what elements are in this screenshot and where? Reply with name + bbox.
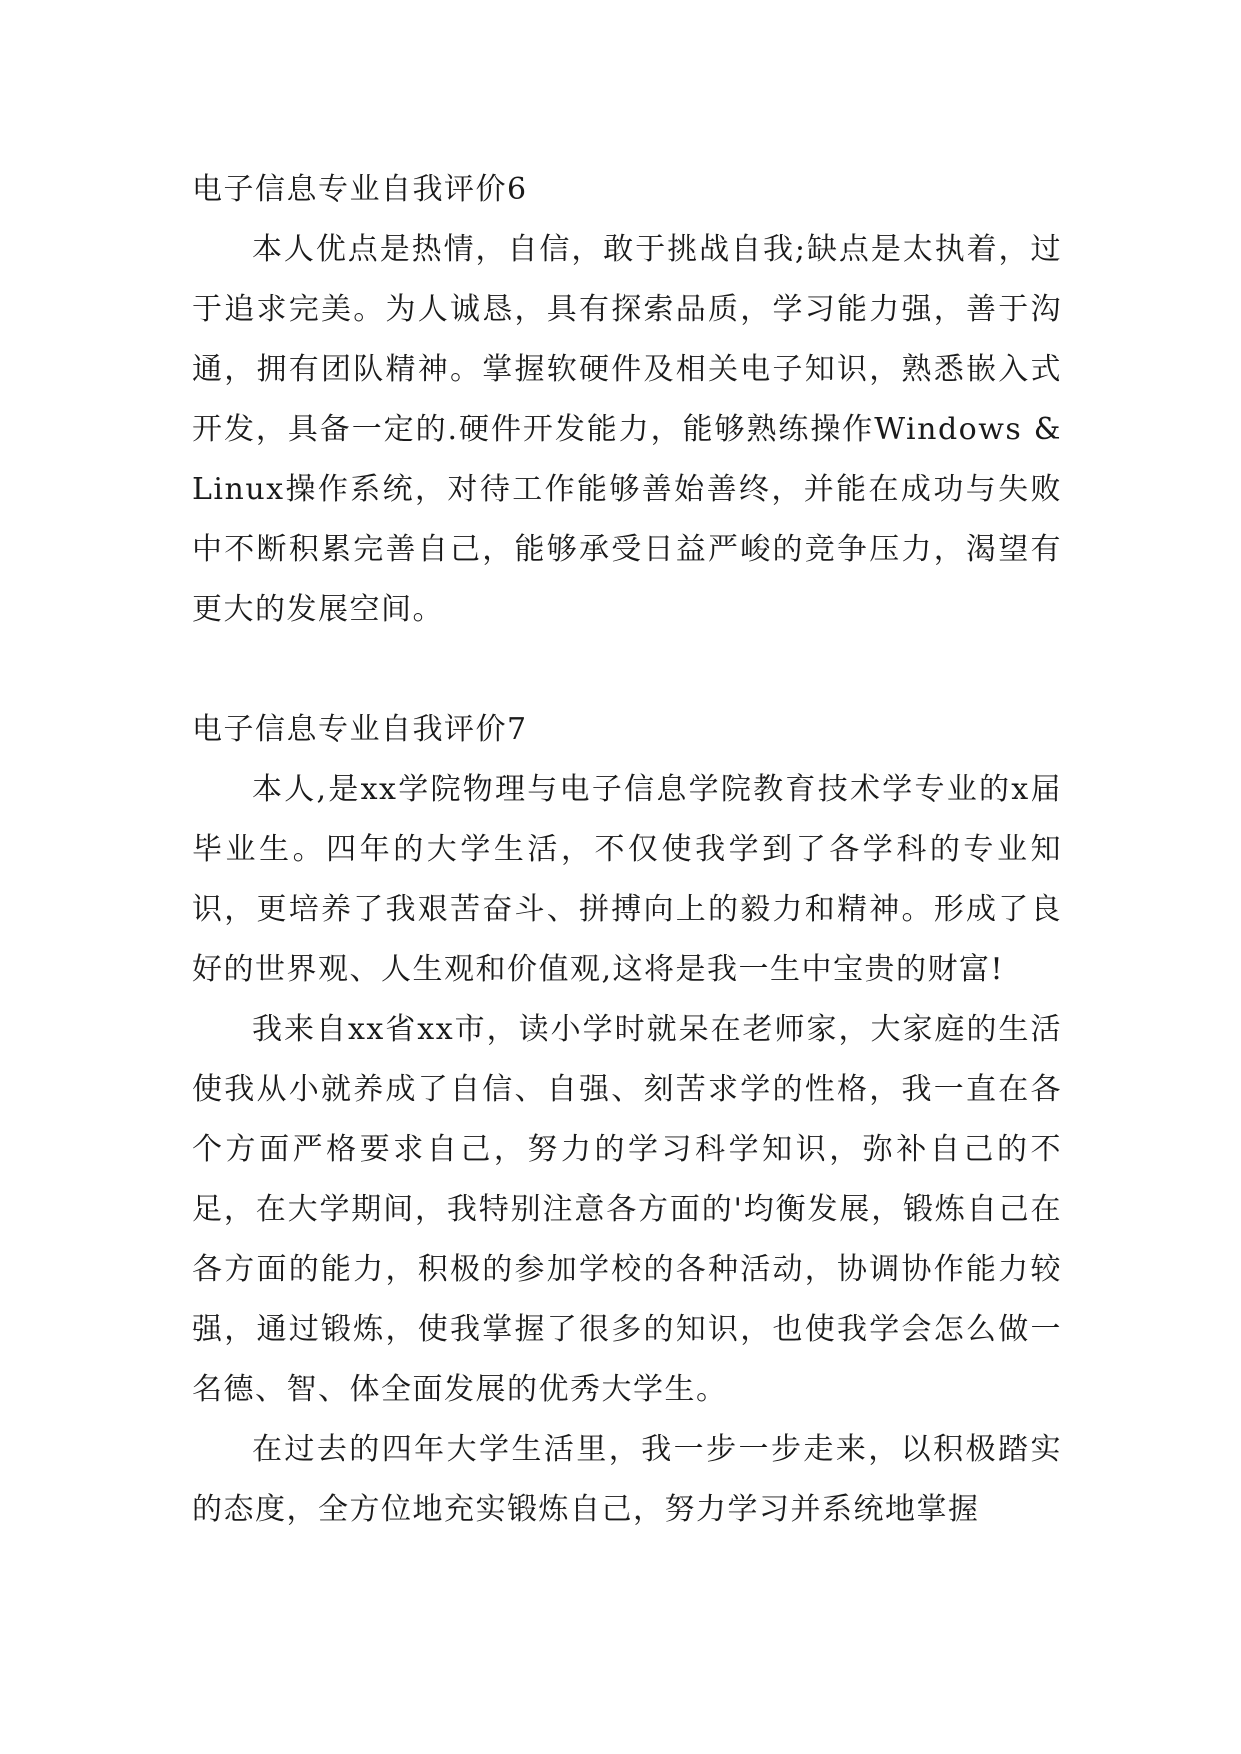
section-self-evaluation-6 [192, 160, 1062, 640]
section-title: 电子信息专业自我评价6 [192, 172, 528, 207]
paragraph: 我来自xx省xx市，读小学时就呆在老师家，大家庭的生活使我从小就养成了自信、自强、刻苦求学的性格，我一直在各个方面严格要求自己，努力的学习科学知识，弥补自己的不足，在大学期间，我特别注意各方面的'均衡发展，锻炼自己在各方面的能力，积极的参加学校的各种活动，协调协作能力较强，通过锻炼，使我掌握了很多的知识，也使我学会怎么做一名德、智、体全面发展的优秀大学生。 [192, 1012, 1062, 1407]
paragraph: 本人优点是热情，自信，敢于挑战自我;缺点是太执着，过于追求完美。为人诚恳，具有探索品质，学习能力强，善于沟通，拥有团队精神。掌握软硬件及相关电子知识，熟悉嵌入式开发，具备一定的.硬件开发能力，能够熟练操作Windows & Linux操作系统，对待工作能够善始善终，并能在成功与失败中不断积累完善自己，能够承受日益严峻的竞争压力，渴望有更大的发展空间。 [192, 232, 1062, 627]
section-self-evaluation-7 [192, 700, 1062, 1540]
paragraph: 本人,是xx学院物理与电子信息学院教育技术学专业的x届毕业生。四年的大学生活，不仅使我学到了各学科的专业知识，更培养了我艰苦奋斗、拼搏向上的毅力和精神。形成了良好的世界观、人生观和价值观,这将是我一生中宝贵的财富! [192, 772, 1062, 987]
document-body [192, 160, 1062, 1540]
paragraph: 在过去的四年大学生活里，我一步一步走来，以积极踏实的态度，全方位地充实锻炼自己，努力学习并系统地掌握 [192, 1432, 1062, 1527]
section-title: 电子信息专业自我评价7 [192, 712, 528, 747]
